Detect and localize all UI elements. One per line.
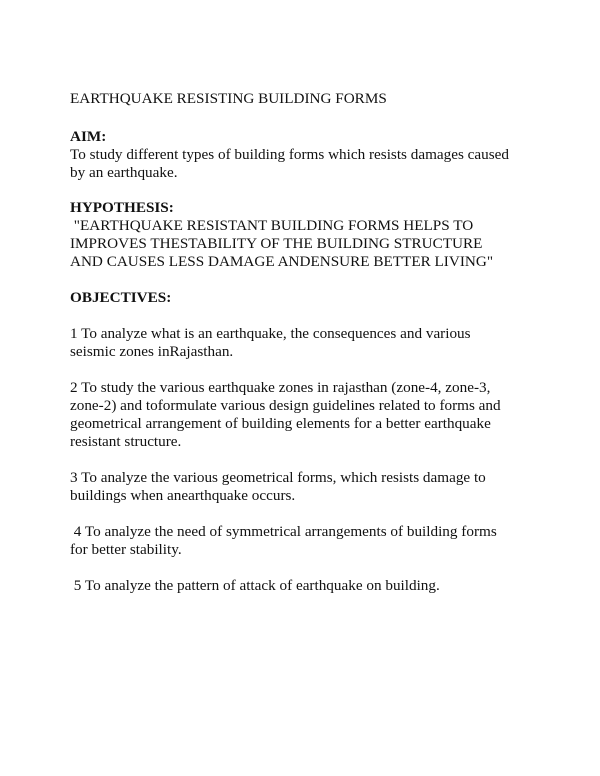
objectives-heading: OBJECTIVES: <box>70 289 172 306</box>
objective-line: seismic zones inRajasthan. <box>70 343 234 360</box>
objective-item-4 <box>70 523 540 559</box>
hypothesis-line: AND CAUSES LESS DAMAGE ANDENSURE BETTER LIVING" <box>70 253 494 270</box>
aim-line: To study different types of building forms which resists damages caused <box>70 146 510 163</box>
aim-line: by an earthquake. <box>70 164 178 181</box>
hypothesis-section <box>70 199 540 271</box>
objective-line: for better stability. <box>70 541 182 558</box>
objective-line: 2 To study the various earthquake zones in rajasthan (zone-4, zone-3, <box>70 379 491 396</box>
objective-line: resistant structure. <box>70 433 182 450</box>
objective-line: 1 To analyze what is an earthquake, the consequences and various <box>70 325 471 342</box>
objective-item-2 <box>70 379 540 451</box>
objective-item-5 <box>70 577 540 595</box>
hypothesis-heading: HYPOTHESIS: <box>70 199 174 216</box>
objective-line: buildings when anearthquake occurs. <box>70 487 296 504</box>
objective-line: 3 To analyze the various geometrical forms, which resists damage to <box>70 469 486 486</box>
document-title: EARTHQUAKE RESISTING BUILDING FORMS <box>70 90 387 107</box>
hypothesis-line: IMPROVES THESTABILITY OF THE BUILDING STRUCTURE <box>70 235 483 252</box>
document-body <box>70 90 540 613</box>
objective-line: zone-2) and toformulate various design guidelines related to forms and <box>70 397 501 414</box>
objective-line: 4 To analyze the need of symmetrical arrangements of building forms <box>70 523 497 540</box>
hypothesis-line: "EARTHQUAKE RESISTANT BUILDING FORMS HELPS TO <box>70 217 474 234</box>
objective-item-1 <box>70 325 540 361</box>
objective-line: geometrical arrangement of building elements for a better earthquake <box>70 415 491 432</box>
objective-line: 5 To analyze the pattern of attack of earthquake on building. <box>70 577 440 594</box>
aim-heading: AIM: <box>70 128 107 145</box>
aim-section <box>70 128 540 182</box>
objective-item-3 <box>70 469 540 505</box>
